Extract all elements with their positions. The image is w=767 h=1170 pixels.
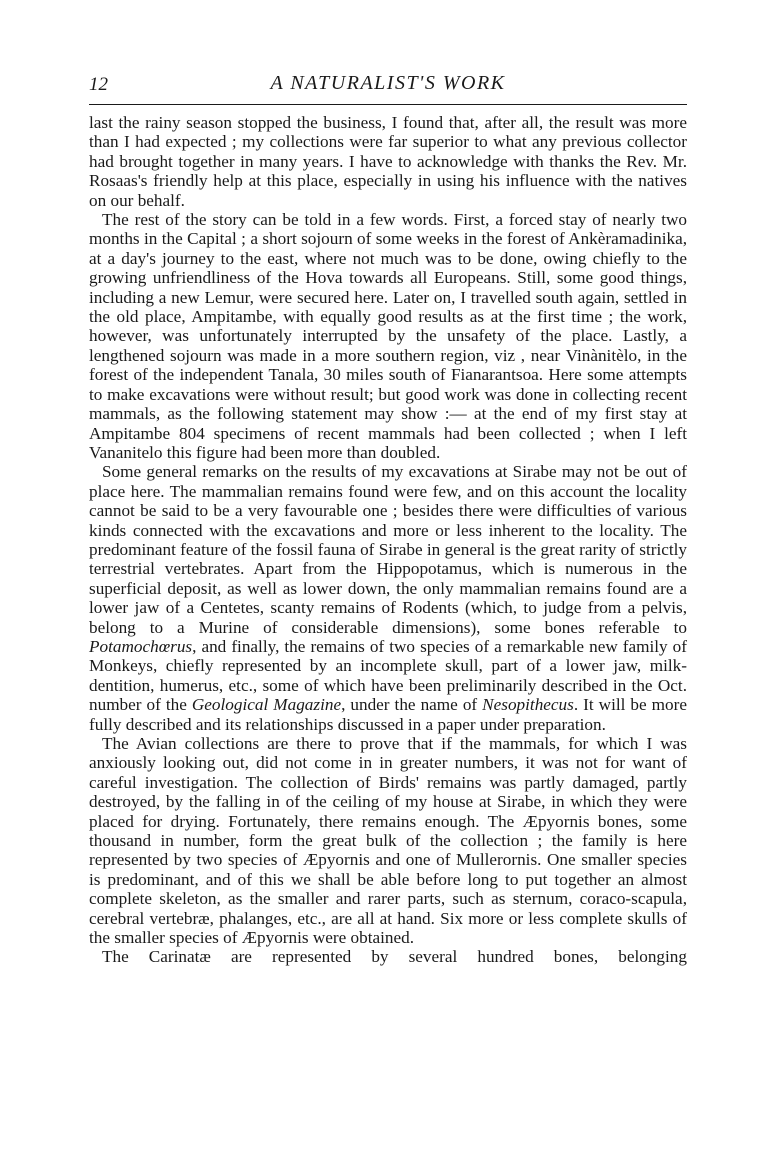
text-run: . It will be more fully described and its relationships discussed in a paper under preparation. [89,695,687,734]
text-run: The Carinatæ are represented by several hundred bones, belonging [102,947,687,967]
paragraph [89,734,687,947]
text-run: last the rainy season stopped the business, I found that, after all, the result was more than I had expected ; my collections were far superior to what any previous collector had brought together in many years. I have to acknowledge with thanks the Rev. Mr. Rosaas's friendly help at this place, especially in using his influence with the natives on our behalf. [89,113,687,210]
paragraph [89,947,687,966]
book-title: A NATURALIST'S WORK [270,72,506,94]
text-run: Some general remarks on the results of my excavations at Sirabe may not be out of place here. The mammalian remains found were few, and on this account the locality cannot be said to be a very favourable one ; besides there were difficulties of various kinds connected with the excavations and more or less inherent to the locality. The predominant feature of the fossil fauna of Sirabe in general is the great rarity of strictly terrestrial vertebrates. Apart from the Hippopotamus, which is numerous in the superficial deposit, as well as lower down, the only mammalian remains found are a lower jaw of a Centetes, scanty remains of Rodents (which, to judge from a pelvis, belong to a Murine of considerable dimensions), some bones referable to [89,462,688,637]
text-run: , under the name of [341,695,483,715]
header-rule [89,104,687,105]
paragraph [89,113,687,210]
text-run: , and finally, the remains of two species of a remarkable new family of Monkeys, chiefly represented by an incomplete skull, part of a lower jaw, milk-dentition, humerus, etc., some of which have been preliminarily described in the Oct. number of the [89,636,687,715]
text-run: The rest of the story can be told in a few words. First, a forced stay of nearly two months in the Capital ; a short sojourn of some weeks in the forest of Ankèramadinika, at a day's journey to the east, where not much was to be done, owing chiefly to the growing unfriendliness of the Hova towards all Europeans. Still, some good things, including a new Lemur, were secured here. Later on, I travelled south again, settled in the old place, Ampitambe, with equally good results as at the first time ; the work, however, was unfortunately interrupted by the unsafety of the place. Lastly, a lengthened sojourn was made in a more southern region, viz , near Vinànitèlo, in the forest of the independent Tanala, 30 miles south of Fianarantsoa. Here some attempts to make excavations were without result; but good work was done in collecting recent mammals, as the following statement may show :— at the end of my first stay at Ampitambe 804 specimens of recent mammals had been collected ; when I left Vananitelo this figure had been more than doubled. [89,210,687,462]
text-run: The Avian collections are there to prove that if the mammals, for which I was anxiously looking out, did not come in in greater numbers, it was not for want of careful investigation. The collection of Birds' remains was partly damaged, partly destroyed, by the falling in of the ceiling of my house at Sirabe, in which they were placed for drying. Fortunately, there remains enough. The Æpyornis bones, some thousand in number, form the great bulk of the collection ; the family is here represented by two species of Æpyornis and one of Mullerornis. One smaller species is predominant, and of this we shall be able before long to put together an almost complete skeleton, as the smaller and rarer parts, such as sternum, coraco-scapula, cerebral vertebræ, phalanges, etc., are all at hand. Six more or less complete skulls of the smaller species of Æpyornis were obtained. [89,734,687,948]
body-text [89,113,687,967]
italic-term: Potamochœrus [89,636,193,656]
running-head [89,72,687,98]
paragraph [89,210,687,462]
paragraph [89,462,687,734]
page-number: 12 [89,74,108,95]
italic-term: Nesopithecus [482,695,574,715]
italic-term: Geological Magazine [191,695,342,715]
